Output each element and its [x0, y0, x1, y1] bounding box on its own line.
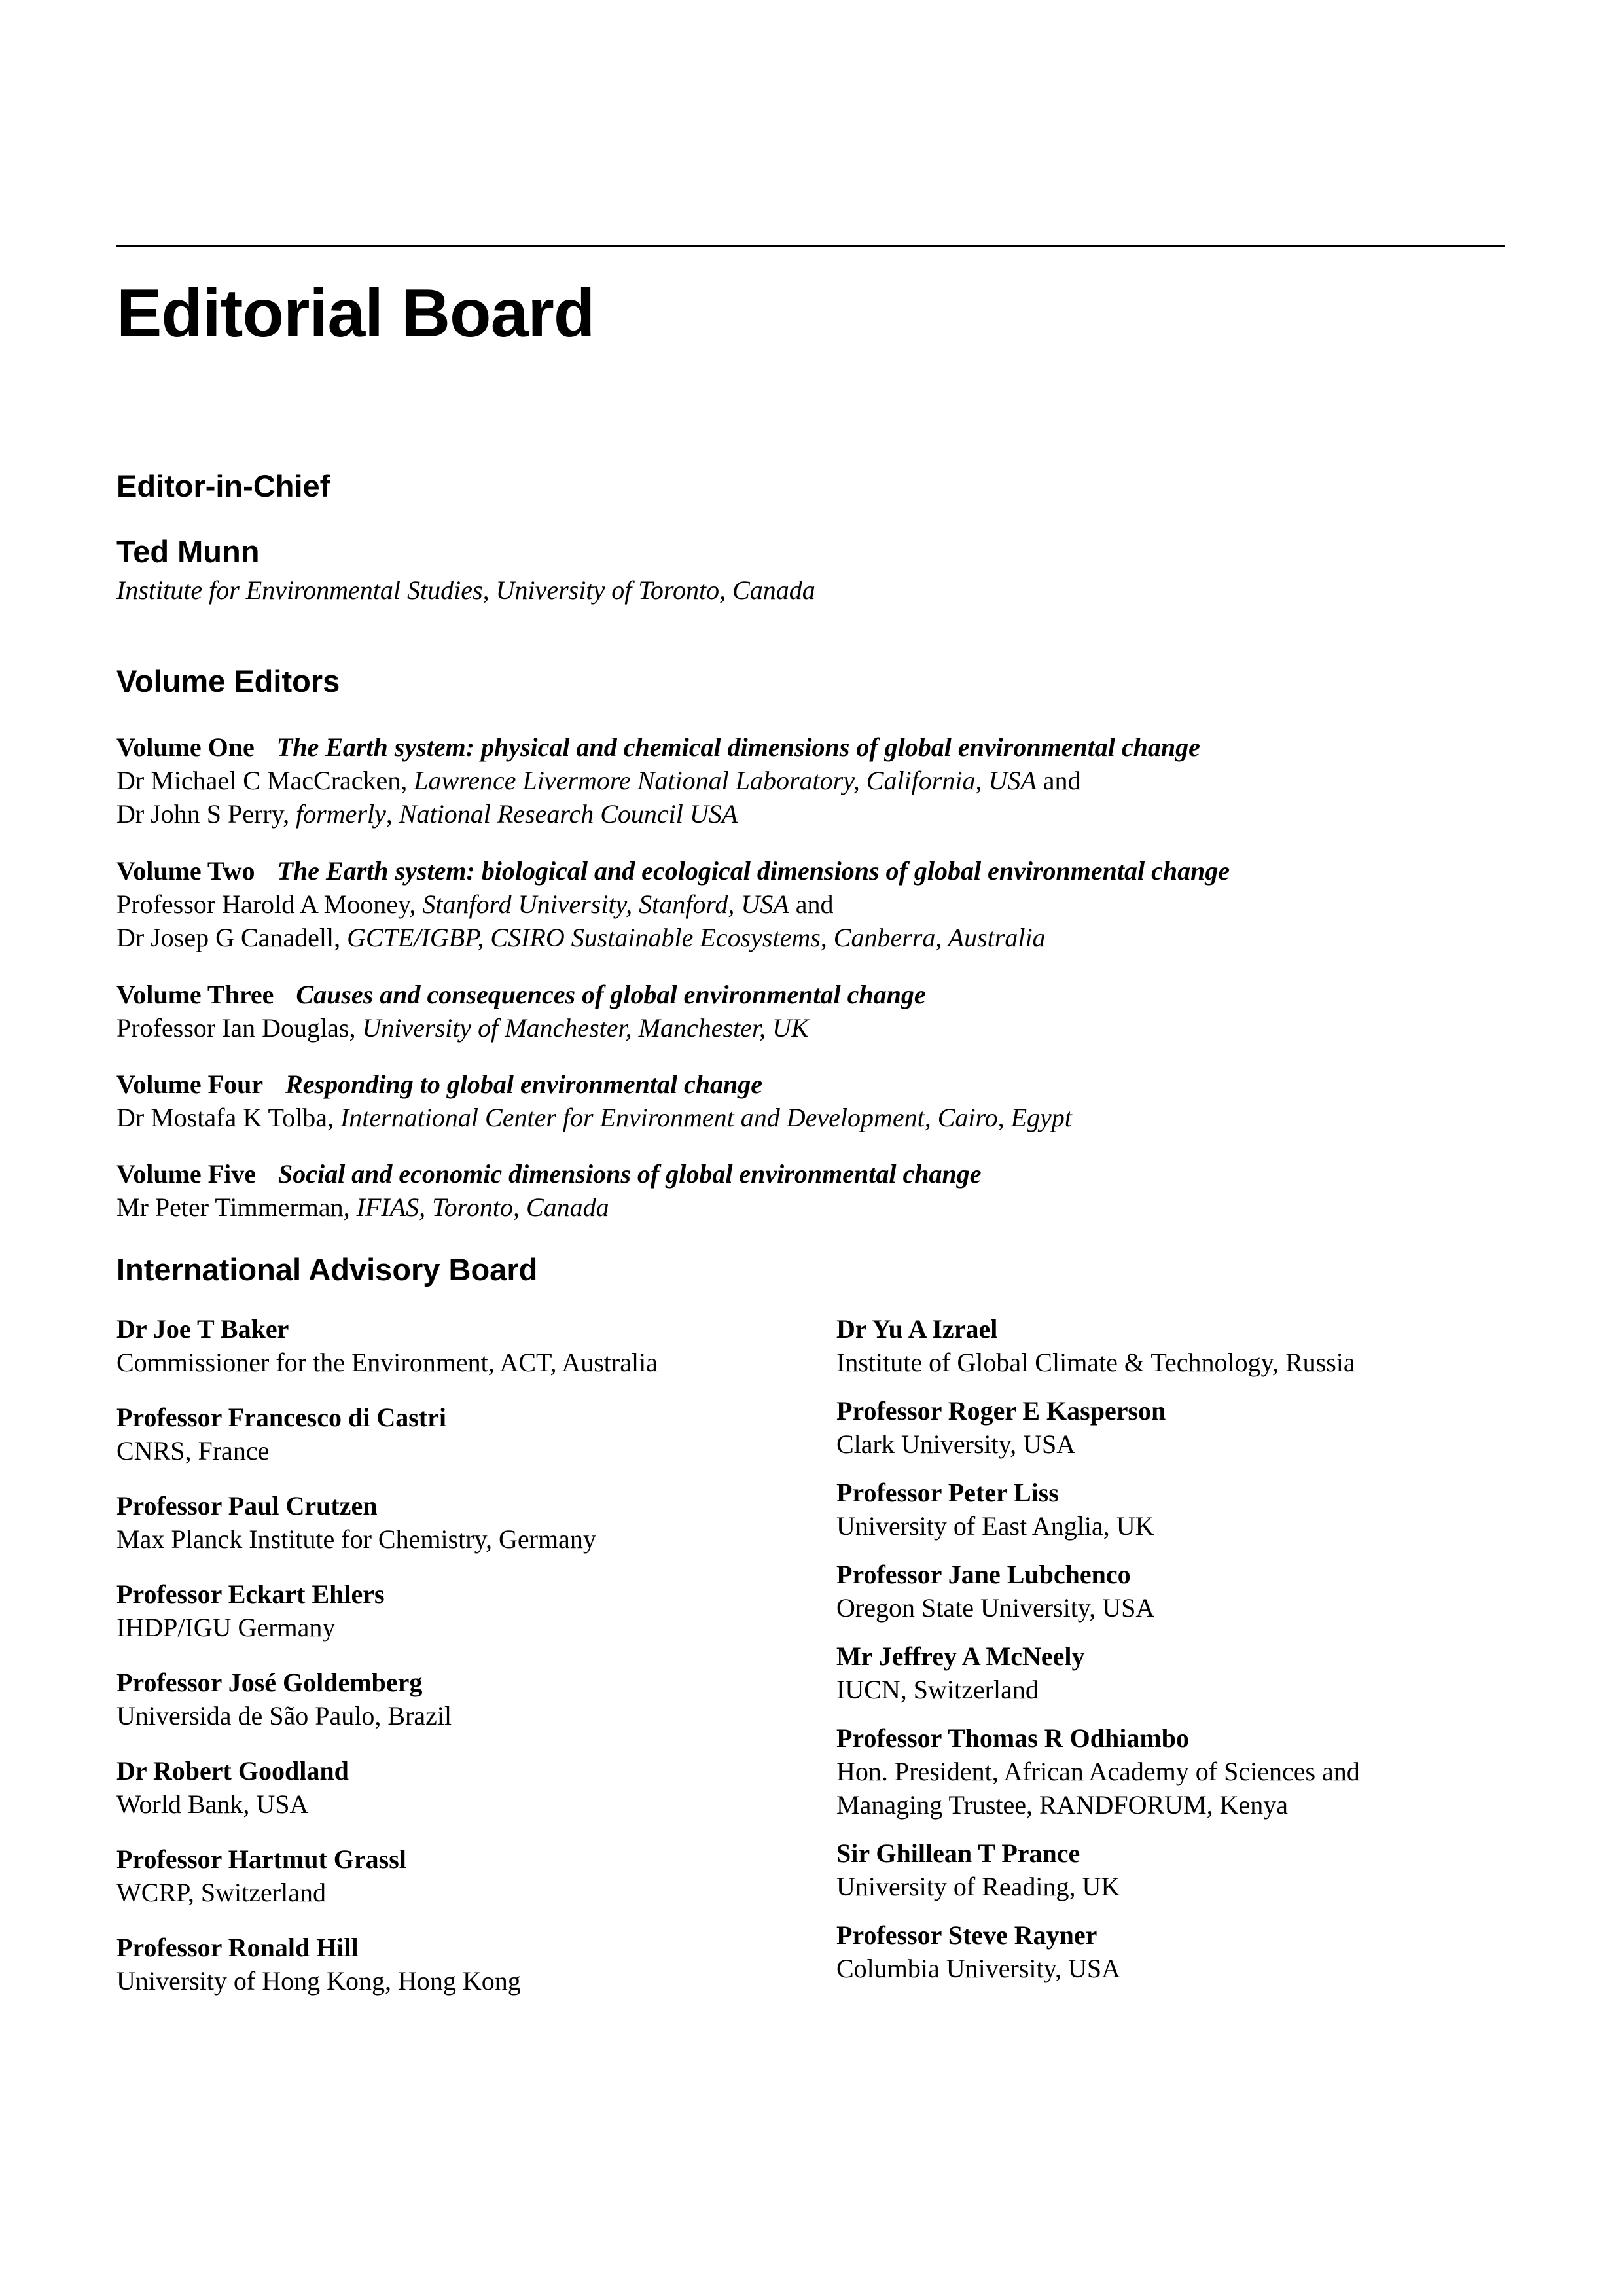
editor-affiliation: formerly [296, 799, 386, 829]
editor-suffix: and [1036, 766, 1081, 795]
top-rule [116, 245, 1505, 247]
editor-name: Dr Mostafa K Tolba, [116, 1103, 340, 1132]
member-name: Professor Thomas R Odhiambo [836, 1723, 1189, 1753]
volume-label: Volume One [116, 732, 255, 762]
advisory-board-heading: International Advisory Board [116, 1252, 538, 1287]
editor-suffix: and [789, 889, 834, 919]
member-affiliation: Universida de São Paulo, Brazil [116, 1701, 452, 1731]
member-name: Mr Jeffrey A McNeely [836, 1641, 1085, 1671]
board-member [836, 1558, 1491, 1624]
editor-affiliation: IFIAS, Toronto, Canada [356, 1193, 609, 1222]
volume-label: Volume Three [116, 980, 274, 1009]
member-name: Professor Francesco di Castri [116, 1403, 446, 1432]
editor-name: Professor Ian Douglas, [116, 1013, 363, 1043]
editor-name: Professor Harold A Mooney, [116, 889, 423, 919]
member-affiliation: Hon. President, African Academy of Sciences and [836, 1757, 1360, 1786]
volume-entry [116, 730, 1524, 831]
editor-in-chief-affiliation: Institute for Environmental Studies, University of Toronto, Canada [116, 575, 815, 605]
volume-editors-heading: Volume Editors [116, 664, 340, 698]
member-affiliation: Max Planck Institute for Chemistry, Germany [116, 1524, 596, 1554]
member-affiliation: Clark University, USA [836, 1429, 1076, 1459]
editor-affiliation-secondary: National Research Council USA [399, 799, 738, 829]
volume-entry [116, 854, 1524, 954]
board-member [116, 1666, 771, 1732]
board-member [116, 1931, 771, 1998]
board-member [116, 1754, 771, 1821]
member-name: Professor Peter Liss [836, 1478, 1059, 1507]
volume-title: The Earth system: physical and chemical dimensions of global environmental change [276, 732, 1200, 762]
editor-affiliation: University of Manchester, Manchester, UK [362, 1013, 809, 1043]
board-member [116, 1401, 771, 1467]
member-name: Dr Joe T Baker [116, 1314, 289, 1344]
member-affiliation: IHDP/IGU Germany [116, 1613, 336, 1642]
member-name: Professor José Goldemberg [116, 1668, 423, 1697]
volume-title: Causes and consequences of global environmental change [296, 980, 926, 1009]
board-member [116, 1577, 771, 1644]
editor-name: Dr Josep G Canadell, [116, 923, 348, 952]
board-member [836, 1721, 1491, 1821]
volume-entry [116, 1067, 1524, 1134]
member-name: Dr Robert Goodland [116, 1756, 349, 1785]
member-name: Sir Ghillean T Prance [836, 1839, 1080, 1868]
member-affiliation: Commissioner for the Environment, ACT, Australia [116, 1348, 658, 1377]
board-member [836, 1394, 1491, 1461]
editor-name: Dr Michael C MacCracken, [116, 766, 414, 795]
volume-label: Volume Four [116, 1069, 264, 1099]
board-member [836, 1312, 1491, 1379]
member-affiliation: Oregon State University, USA [836, 1593, 1155, 1623]
member-name: Professor Ronald Hill [116, 1933, 359, 1962]
member-affiliation: Institute of Global Climate & Technology, Russia [836, 1348, 1355, 1377]
member-name: Professor Hartmut Grassl [116, 1844, 406, 1874]
member-name: Professor Eckart Ehlers [116, 1579, 385, 1609]
board-member [836, 1640, 1491, 1706]
member-name: Professor Roger E Kasperson [836, 1396, 1166, 1426]
volume-entry [116, 978, 1524, 1045]
volume-title: Responding to global environmental change [285, 1069, 763, 1099]
volume-title: Social and economic dimensions of global environmental change [277, 1159, 982, 1189]
board-member [836, 1837, 1491, 1903]
member-name: Professor Jane Lubchenco [836, 1560, 1131, 1589]
volume-entry [116, 1157, 1524, 1224]
advisory-right-column [836, 1312, 1491, 2000]
editor-in-chief-name: Ted Munn [116, 534, 260, 569]
member-affiliation: University of East Anglia, UK [836, 1511, 1154, 1541]
volume-label: Volume Two [116, 856, 255, 886]
member-name: Professor Steve Rayner [836, 1920, 1097, 1950]
board-member [116, 1312, 771, 1379]
member-name: Dr Yu A Izrael [836, 1314, 998, 1344]
board-member [116, 1842, 771, 1909]
editor-name: Dr John S Perry, [116, 799, 296, 829]
member-affiliation: IUCN, Switzerland [836, 1675, 1039, 1704]
member-name: Professor Paul Crutzen [116, 1491, 378, 1520]
editor-in-chief-heading: Editor-in-Chief [116, 469, 330, 503]
member-affiliation: Columbia University, USA [836, 1954, 1121, 1983]
editor-name: Mr Peter Timmerman, [116, 1193, 357, 1222]
page-title: Editorial Board [116, 276, 595, 351]
editor-suffix: , [385, 799, 399, 829]
member-affiliation: World Bank, USA [116, 1789, 309, 1819]
advisory-left-column [116, 1312, 771, 2019]
board-member [116, 1489, 771, 1556]
board-member [836, 1476, 1491, 1543]
member-affiliation: Managing Trustee, RANDFORUM, Kenya [836, 1790, 1288, 1820]
editor-affiliation: GCTE/IGBP, CSIRO Sustainable Ecosystems, Canberra, Australia [347, 923, 1046, 952]
member-affiliation: University of Hong Kong, Hong Kong [116, 1966, 521, 1996]
member-affiliation: University of Reading, UK [836, 1872, 1120, 1901]
board-member [836, 1918, 1491, 1985]
editor-affiliation: Stanford University, Stanford, USA [422, 889, 789, 919]
volume-title: The Earth system: biological and ecological dimensions of global environmental change [277, 856, 1230, 886]
editor-affiliation: Lawrence Livermore National Laboratory, California, USA [414, 766, 1037, 795]
volume-label: Volume Five [116, 1159, 256, 1189]
editor-affiliation: International Center for Environment and Development, Cairo, Egypt [340, 1103, 1072, 1132]
member-affiliation: WCRP, Switzerland [116, 1878, 326, 1907]
member-affiliation: CNRS, France [116, 1436, 270, 1465]
